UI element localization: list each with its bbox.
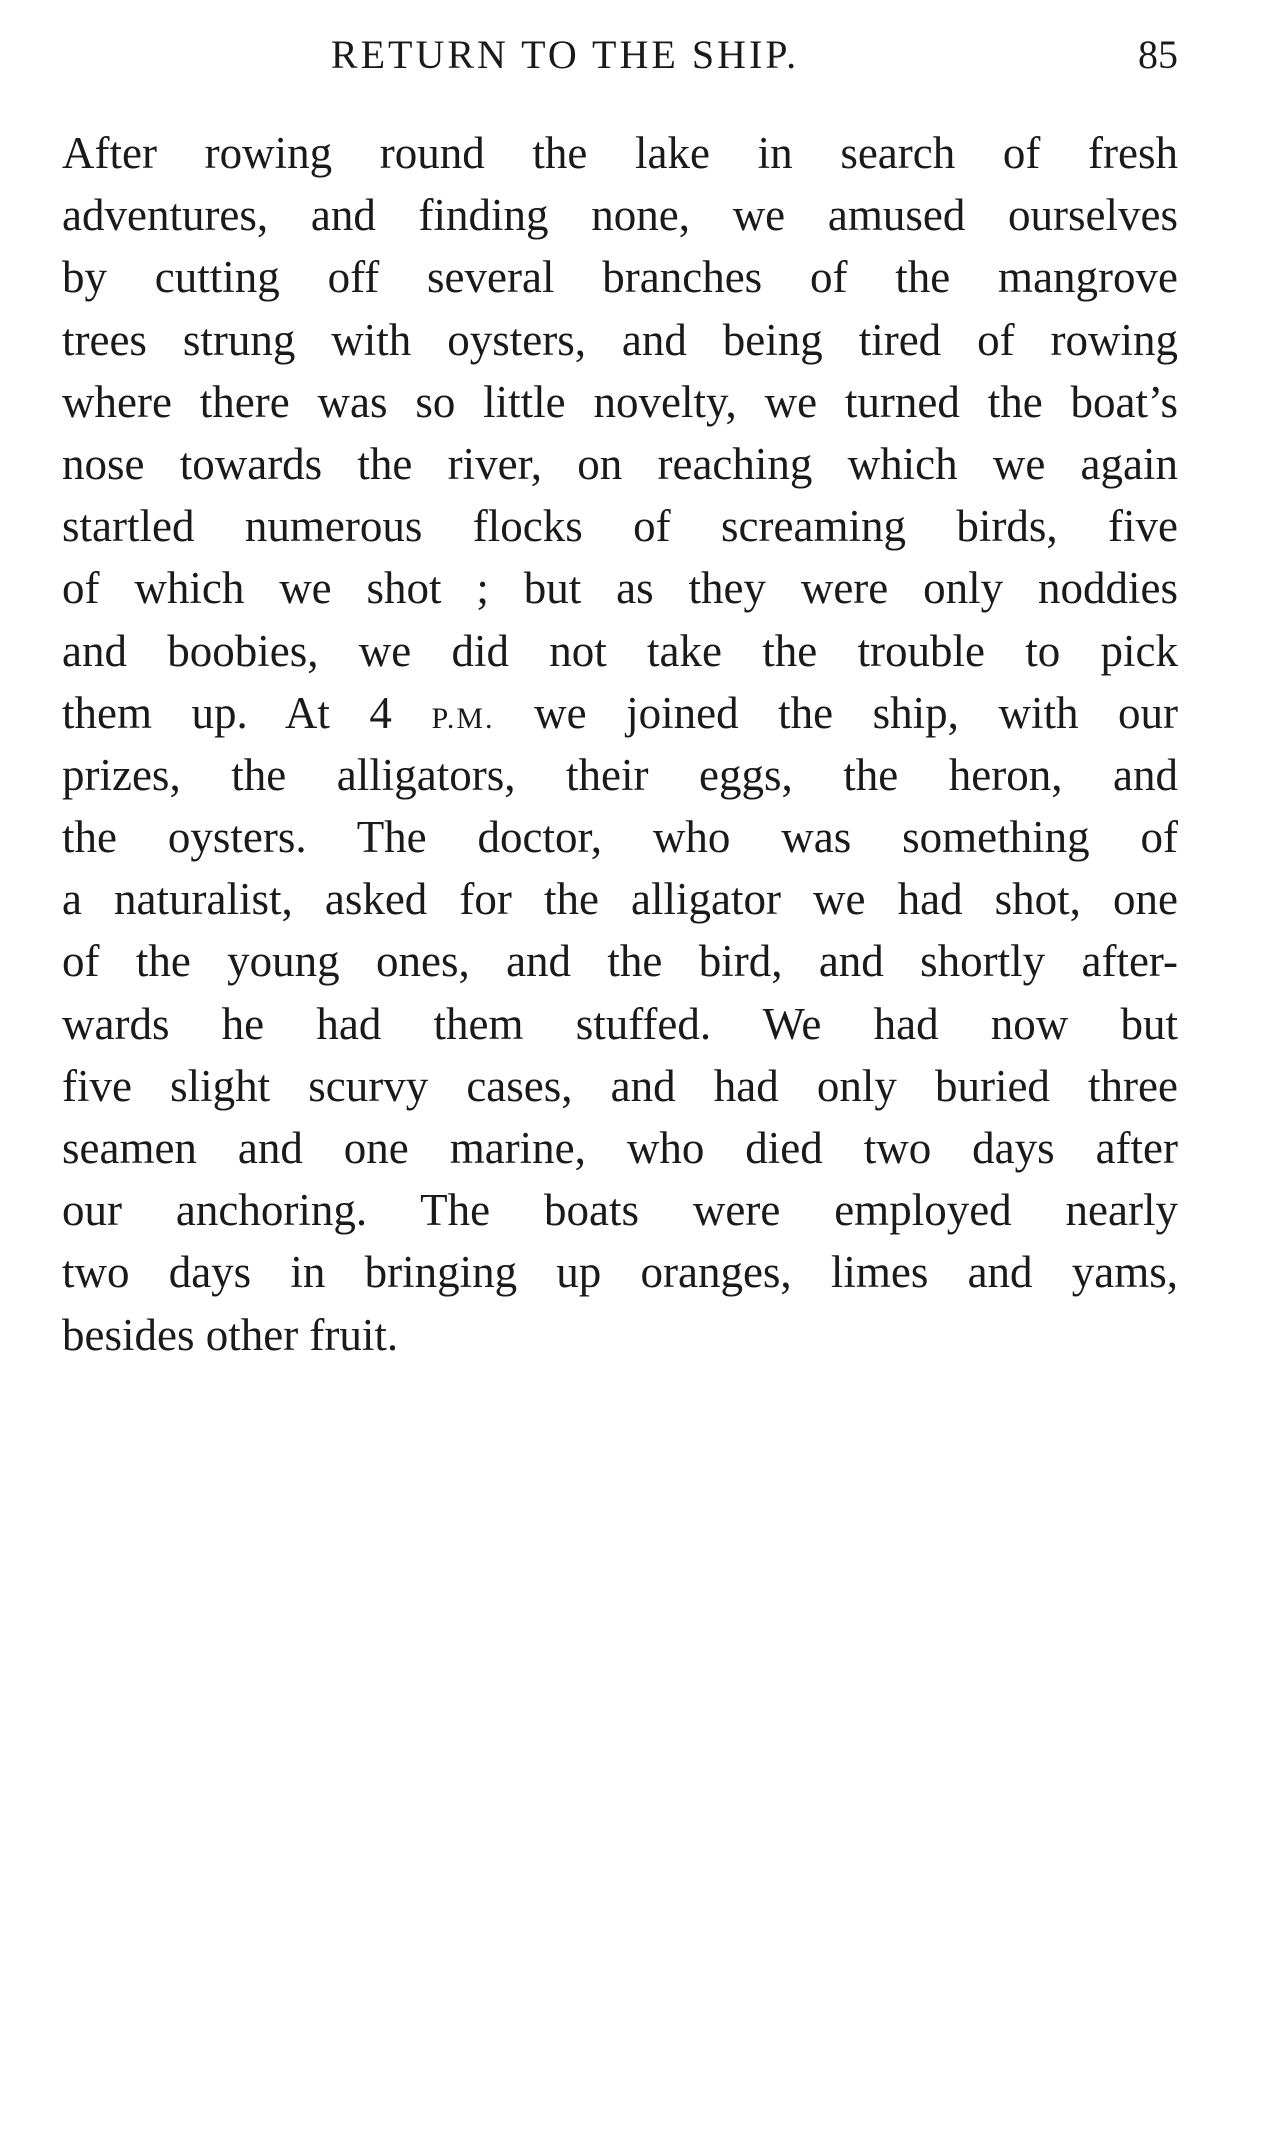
text-line: seamen and one marine, who died two days after	[62, 1123, 1178, 1173]
text-line: of which we shot ; but as they were only noddies	[62, 563, 1178, 614]
text-line: prizes, the alligators, their eggs, the heron, and	[62, 749, 1178, 800]
text-line: our anchoring. The boats were employed nearly	[62, 1185, 1178, 1236]
text-line: two days in bringing up oranges, limes and yams,	[62, 1247, 1178, 1298]
page-number: 85	[1138, 32, 1178, 77]
text-line: a naturalist, asked for the alligator we had shot, one	[62, 874, 1178, 925]
text-line: adventures, and finding none, we amused ourselves	[62, 190, 1178, 241]
text-line: by cutting off several branches of the mangrove	[62, 252, 1178, 303]
text-line: startled numerous flocks of screaming birds, five	[62, 501, 1178, 552]
text-line: After rowing round the lake in search of fresh	[62, 128, 1178, 178]
text-line: and boobies, we did not take the trouble to pick	[62, 625, 1178, 676]
text-line: five slight scurvy cases, and had only buried three	[62, 1060, 1178, 1111]
running-head	[62, 30, 1178, 80]
text-line: of the young ones, and the bird, and shortly after-	[62, 936, 1178, 987]
text-line-last: besides other fruit.	[62, 1309, 399, 1360]
running-title: RETURN TO THE SHIP.	[330, 32, 800, 77]
text-segment: them up. At 4	[62, 687, 392, 738]
text-line: where there was so little novelty, we turned the boat’s	[62, 376, 1178, 427]
text-line	[62, 682, 1178, 744]
text-line: trees strung with oysters, and being tired of rowing	[62, 314, 1178, 365]
text-line: wards he had them stuffed. We had now but	[62, 998, 1178, 1049]
time-abbreviation: P.M.	[431, 701, 495, 735]
text-segment: we joined the ship, with our	[534, 687, 1179, 738]
text-line: the oysters. The doctor, who was something of	[62, 812, 1178, 863]
body-paragraph	[62, 122, 1178, 1366]
text-line: nose towards the river, on reaching which we again	[62, 438, 1178, 489]
